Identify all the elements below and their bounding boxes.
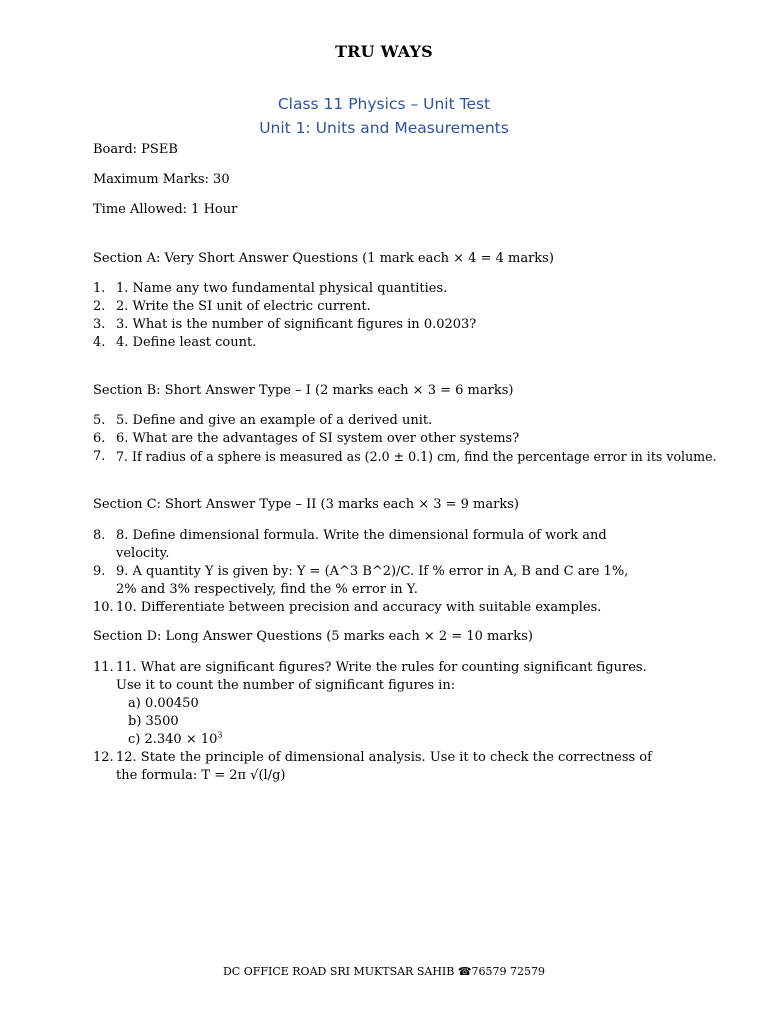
- question-text: 9. A quantity Y is given by: Y = (A^3 B^2)/C. If % error in A, B and C are 1%, 2% and 3% respectively, find the % error in Y.: [116, 564, 629, 597]
- question-text: 4. Define least count.: [116, 335, 257, 350]
- question-number: 7.: [93, 449, 106, 464]
- question-item: [93, 448, 717, 466]
- question-number: 4.: [93, 335, 106, 350]
- question-text: 6. What are the advantages of SI system over other systems?: [116, 431, 520, 446]
- section-b-heading: Section B: Short Answer Type – I (2 marks each × 3 = 6 marks): [93, 383, 514, 398]
- question-item: [93, 659, 653, 749]
- board-label: Board: PSEB: [93, 142, 178, 157]
- question-number: 12.: [93, 750, 114, 765]
- question-text: 2. Write the SI unit of electric current.: [116, 299, 371, 314]
- question-number: 10.: [93, 600, 114, 615]
- question-text: 11. What are significant figures? Write the rules for counting significant figures. Use it to count the number of significant figures in:: [116, 660, 647, 693]
- question-text: 3. What is the number of significant figures in 0.0203?: [116, 317, 477, 332]
- sub-question-list: [116, 695, 653, 749]
- section-b-questions: [93, 412, 717, 466]
- question-text: 10. Differentiate between precision and accuracy with suitable examples.: [116, 600, 602, 615]
- question-number: 11.: [93, 660, 114, 675]
- question-item: [93, 298, 693, 316]
- question-item: [93, 430, 693, 448]
- footer-address: DC OFFICE ROAD SRI MUKTSAR SAHIB ☎76579 72579: [222, 965, 546, 978]
- section-d-questions: [93, 659, 653, 785]
- question-text: 7. If radius of a sphere is measured as (2.0 ± 0.1) cm, find the percentage error in its volume.: [116, 449, 717, 464]
- sub-question: a) 0.00450: [128, 696, 199, 711]
- section-d-heading: Section D: Long Answer Questions (5 marks each × 2 = 10 marks): [93, 629, 533, 644]
- unit-title: Unit 1: Units and Measurements: [259, 119, 509, 137]
- section-a-heading: Section A: Very Short Answer Questions (1 mark each × 4 = 4 marks): [93, 251, 554, 266]
- question-text: 12. State the principle of dimensional analysis. Use it to check the correctness of the formula: T = 2π √(l/g): [116, 750, 652, 783]
- question-number: 6.: [93, 431, 106, 446]
- question-item: [93, 563, 653, 599]
- question-number: 2.: [93, 299, 106, 314]
- max-marks-label: Maximum Marks: 30: [93, 172, 230, 187]
- sub-question-text: c) 2.340 × 10: [128, 732, 218, 747]
- question-number: 3.: [93, 317, 106, 332]
- test-title: Class 11 Physics – Unit Test: [277, 95, 491, 113]
- section-a-questions: [93, 280, 693, 352]
- time-allowed-label: Time Allowed: 1 Hour: [93, 202, 238, 217]
- question-item: [93, 749, 653, 785]
- question-item: [93, 280, 693, 298]
- section-c-questions: [93, 527, 653, 617]
- question-number: 9.: [93, 564, 106, 579]
- question-number: 1.: [93, 281, 106, 296]
- section-c-heading: Section C: Short Answer Type – II (3 marks each × 3 = 9 marks): [93, 497, 519, 512]
- question-number: 8.: [93, 528, 106, 543]
- question-item: [93, 334, 693, 352]
- question-item: [93, 599, 653, 617]
- brand-name: TRU WAYS: [335, 42, 433, 61]
- question-item: [93, 412, 693, 430]
- sub-question: [128, 731, 653, 749]
- exponent: 3: [217, 730, 223, 740]
- question-text: 5. Define and give an example of a derived unit.: [116, 413, 433, 428]
- question-number: 5.: [93, 413, 106, 428]
- question-text: 8. Define dimensional formula. Write the dimensional formula of work and velocity.: [116, 528, 607, 561]
- question-item: [93, 316, 693, 334]
- question-item: [93, 527, 653, 563]
- sub-question: b) 3500: [128, 714, 179, 729]
- question-text: 1. Name any two fundamental physical quantities.: [116, 281, 448, 296]
